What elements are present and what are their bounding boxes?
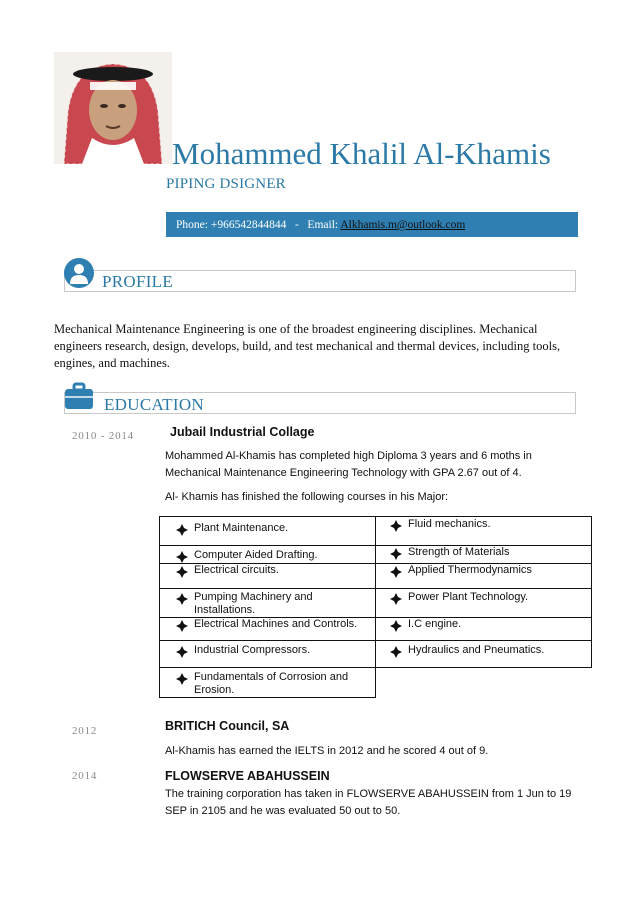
table-row: [160, 618, 592, 641]
course-name: Applied Thermodynamics: [408, 564, 532, 576]
course-name: Electrical circuits.: [194, 564, 279, 576]
courses-intro: Al- Khamis has finished the following courses in his Major:: [165, 491, 449, 503]
user-icon: [64, 258, 94, 288]
table-row: [160, 668, 592, 698]
diamond-bullet-icon: [390, 566, 402, 578]
diamond-bullet-icon: [176, 673, 188, 685]
course-name: Strength of Materials: [408, 546, 510, 558]
course-name: Fundamentals of Corrosion and Erosion.: [194, 671, 349, 696]
entry-institution: FLOWSERVE ABAHUSSEIN: [165, 769, 330, 783]
job-title: PIPING DSIGNER: [166, 176, 286, 192]
email-link[interactable]: Alkhamis.m@outlook.com: [340, 219, 466, 231]
course-name: Fluid mechanics.: [408, 518, 491, 530]
entry-institution: Jubail Industrial Collage: [170, 425, 315, 439]
course-name: Computer Aided Drafting.: [194, 549, 318, 561]
phone-label: Phone:: [176, 219, 208, 231]
entry-years: 2012: [72, 725, 98, 737]
table-row: [160, 641, 592, 668]
diamond-bullet-icon: [176, 646, 188, 658]
table-row: [160, 546, 592, 564]
course-name: Pumping Machinery and Installations.: [194, 591, 313, 616]
profile-heading: PROFILE: [102, 272, 174, 291]
diamond-bullet-icon: [176, 566, 188, 578]
diamond-bullet-icon: [390, 620, 402, 632]
course-name: I.C engine.: [408, 618, 462, 630]
briefcase-icon: [64, 382, 94, 410]
profile-text: Mechanical Maintenance Engineering is one of the broadest engineering disciplines. Mechanical engineers research, design, develops, build, and test mechanical and thermal devices, including tools, engines, and machines.: [54, 322, 561, 370]
phone-number: +966542844844: [210, 219, 287, 231]
entry-years: 2010 - 2014: [72, 430, 134, 442]
table-row: [160, 589, 592, 618]
diamond-bullet-icon: [390, 646, 402, 658]
entry-description: Mohammed Al-Khamis has completed high Diploma 3 years and 6 moths in Mechanical Maintenance Engineering Technology with GPA 2.67 out of 4.: [165, 450, 532, 479]
diamond-bullet-icon: [176, 551, 188, 563]
course-name: Plant Maintenance.: [194, 522, 289, 534]
entry-years: 2014: [72, 770, 98, 782]
table-row: [160, 517, 592, 546]
diamond-bullet-icon: [390, 520, 402, 532]
course-name: Power Plant Technology.: [408, 591, 529, 603]
course-name: Electrical Machines and Controls.: [194, 618, 358, 630]
profile-photo: [54, 52, 172, 164]
diamond-bullet-icon: [176, 620, 188, 632]
course-name: Industrial Compressors.: [194, 644, 311, 656]
contact-bar: [166, 212, 578, 237]
entry-description: The training corporation has taken in FLOWSERVE ABAHUSSEIN from 1 Jun to 19 SEP in 2105 and he was evaluated 50 out to 50.: [165, 788, 572, 817]
full-name: Mohammed Khalil Al-Khamis: [172, 136, 551, 171]
course-name: Hydraulics and Pneumatics.: [408, 644, 545, 656]
diamond-bullet-icon: [176, 524, 188, 536]
entry-description: Al-Khamis has earned the IELTS in 2012 and he scored 4 out of 9.: [165, 745, 489, 757]
email-label: Email:: [307, 219, 339, 231]
diamond-bullet-icon: [390, 548, 402, 560]
entry-institution: BRITICH Council, SA: [165, 719, 290, 733]
diamond-bullet-icon: [390, 593, 402, 605]
diamond-bullet-icon: [176, 593, 188, 605]
courses-table: [159, 516, 592, 698]
table-row: [160, 564, 592, 589]
education-heading: EDUCATION: [104, 395, 204, 414]
contact-separator: -: [294, 219, 299, 231]
